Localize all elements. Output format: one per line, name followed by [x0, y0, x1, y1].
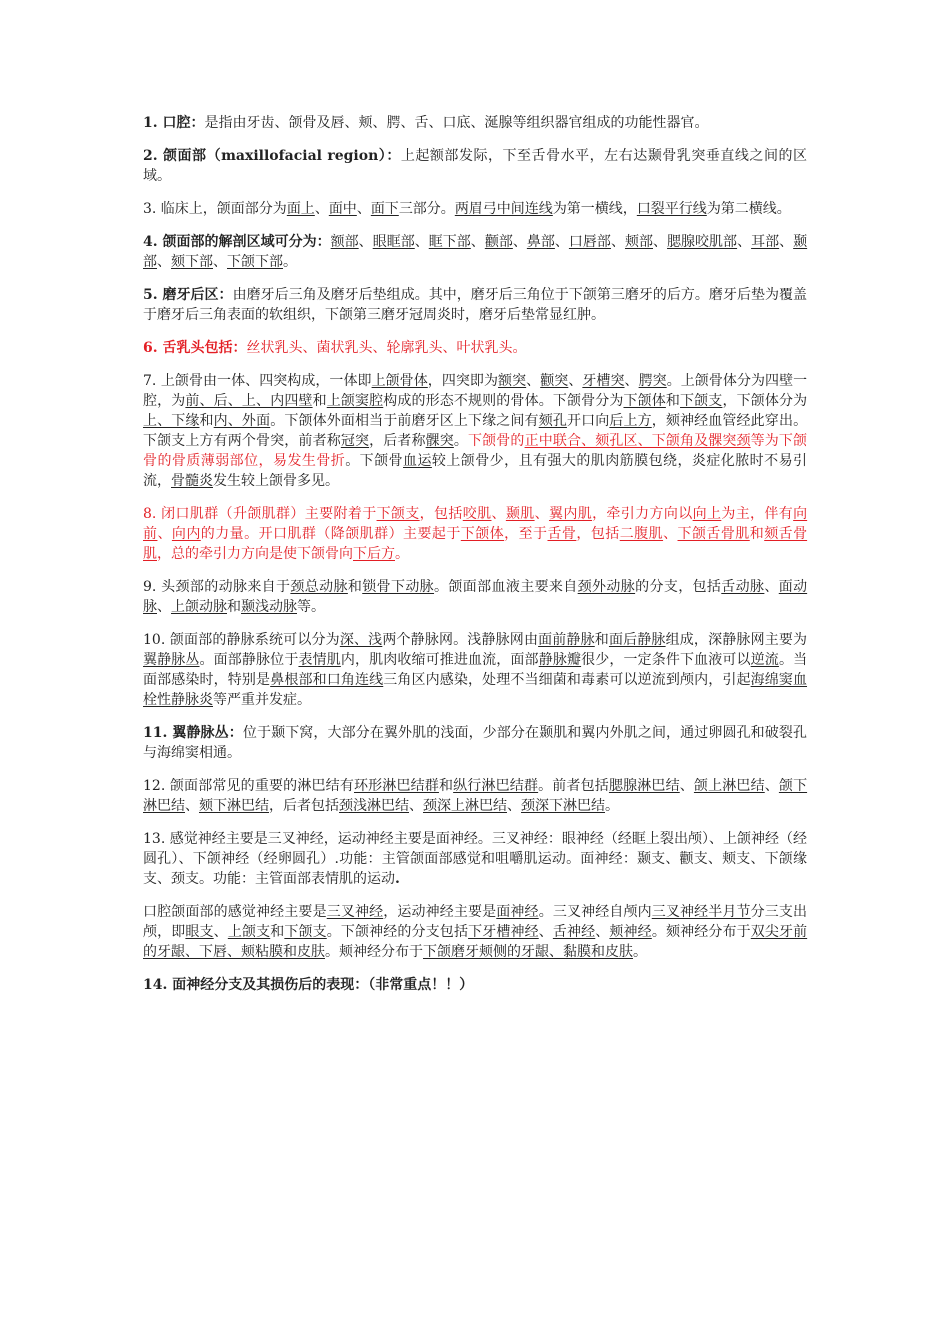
text-run: 、	[356, 201, 371, 217]
text-run: 、	[512, 234, 527, 250]
text-run: 和	[347, 579, 363, 595]
text-run: 是指由牙齿、颌骨及唇、颊、腭、舌、口底、涎腺等组织器官组成的功能性器官。	[204, 115, 709, 131]
text-run: 、	[157, 599, 171, 615]
text-run: 舌骨	[547, 526, 577, 542]
text-run: 舌动脉	[721, 579, 765, 595]
text-run: 、	[764, 778, 779, 794]
text-run: 、	[358, 234, 373, 250]
text-run: 和	[594, 632, 609, 648]
text-run: 。下颌神经的分支包括	[326, 924, 469, 940]
text-run: 。颊神经分布于	[325, 944, 423, 960]
text-run: 。下颌骨	[345, 453, 404, 469]
text-run: 腮腺淋巴结	[608, 778, 680, 794]
text-run: .	[395, 871, 400, 887]
text-run: 颈总动脉	[290, 579, 348, 595]
text-run: 锁骨下动脉	[362, 579, 435, 595]
text-run: 正中联合、颏孔区、下颌角及髁突颈	[524, 433, 751, 449]
text-run: 的力量。开口肌群（降颌肌群）主要起于	[200, 526, 461, 542]
text-run: 翼静脉丛	[143, 652, 200, 668]
text-run: 。三叉神经自颅内	[538, 904, 652, 920]
text-run: 三叉神经半月节	[651, 904, 751, 920]
text-run: 为主，伴有	[721, 506, 794, 522]
text-run: 表情肌	[298, 652, 341, 668]
text-run: 上颌骨体	[371, 373, 428, 389]
text-run: 上颌窦腔	[326, 393, 384, 409]
text-run: 颏孔	[538, 413, 567, 429]
paragraph-5	[143, 285, 807, 325]
text-run: 和	[312, 393, 327, 409]
text-run: 3. 临床上，颌面部分为	[143, 201, 287, 217]
text-run: 下颌体	[460, 526, 505, 542]
text-run: 颈外动脉	[577, 579, 636, 595]
text-run: 位于颞下窝，大部分在翼外肌的浅面，少部分在颞肌和翼内外肌之间，通过卵圆孔和破裂孔与海绵窦相通。	[143, 725, 808, 761]
text-run: 、	[595, 924, 610, 940]
text-run: 面下	[370, 201, 399, 217]
text-run: 、	[538, 924, 553, 940]
text-run: 。面部静脉位于	[199, 652, 299, 668]
text-run: 组成，深静脉网主要为	[665, 632, 808, 648]
text-run: 等严重并发症。	[213, 692, 311, 708]
text-run: 三角区内感染，处理不当细菌和毒素可以逆流到颅内，引起	[383, 672, 751, 688]
text-run: ，颏神经血管经此穿出。下颌支上方有两个骨突，前者称	[143, 413, 808, 449]
text-run: 颏下淋巴结	[199, 798, 269, 814]
text-run: 颌上淋巴结	[693, 778, 765, 794]
text-run: 下颌下部	[227, 254, 283, 270]
text-run: 下颌骨的	[468, 433, 525, 449]
text-run: 鼻部	[526, 234, 555, 250]
text-run: 三叉神经	[326, 904, 384, 920]
document-page	[143, 113, 807, 1008]
text-run: 5. 磨牙后区：	[143, 287, 233, 303]
text-run: 等为下颌骨的骨质薄弱部位，易发生骨折	[143, 433, 808, 469]
text-run: 两个静脉网。浅静脉网由	[382, 632, 539, 648]
text-run: 三部分。	[398, 201, 455, 217]
text-run: 发生较上颌骨多见。	[213, 473, 339, 489]
text-run: 下后方	[353, 546, 395, 562]
text-run: 上起额部发际，下至舌骨水平，左右达颞骨乳突垂直线之间的区域。	[143, 148, 807, 184]
text-run: 上颌动脉	[171, 599, 227, 615]
text-run: 眼眶部	[372, 234, 415, 250]
text-run: 构成的形态不规则的骨体。下颌骨分为	[383, 393, 624, 409]
text-run: 较上颌骨少，且有强大的肌肉筋膜包绕，炎症化脓时不易引流，	[143, 453, 808, 489]
text-run: 、	[764, 579, 779, 595]
text-run: 10. 颌面部的静脉系统可以分为	[143, 632, 340, 648]
text-run: 颈浅淋巴结	[339, 798, 409, 814]
text-run: 14. 面神经分支及其损伤后的表现：（非常重点！！）	[143, 977, 474, 993]
text-run: 、	[470, 234, 485, 250]
text-run: ，运动神经主要是	[383, 904, 497, 920]
text-run: 海绵窦血栓性静脉炎	[143, 672, 808, 708]
text-run: 和	[665, 393, 681, 409]
text-run: 7. 上颌骨由一体、四突构成，一体即	[143, 373, 372, 389]
paragraph-15	[143, 975, 807, 995]
text-run: ，牵引力方向以	[592, 506, 693, 522]
paragraph-1	[143, 113, 807, 133]
text-run: 眼支	[185, 924, 214, 940]
text-run: 颧突	[540, 373, 569, 389]
text-run: 丝状乳头、菌状乳头、轮廓乳头、叶状乳头。	[246, 340, 527, 356]
text-run: 4. 颌面部的解剖区域可分为：	[143, 234, 331, 250]
text-run: 和	[749, 526, 765, 542]
text-run: 向内	[171, 526, 201, 542]
text-run: 舌神经	[552, 924, 596, 940]
text-run: 耳部	[751, 234, 780, 250]
text-run: 二腹肌	[619, 526, 664, 542]
text-run: ，至于	[504, 526, 548, 542]
text-run: ，后者称	[369, 433, 426, 449]
paragraph-9	[143, 577, 807, 617]
text-run: 颌下淋巴结	[143, 778, 808, 814]
text-run: 由磨牙后三角及磨牙后垫组成。其中，磨牙后三角位于下颌第三磨牙的后方。磨牙后垫为覆盖于磨牙后三角表面的软组织，下颌第三磨牙冠周炎时，磨牙后垫常显红肿。	[143, 287, 807, 323]
text-run: 下牙槽神经	[468, 924, 539, 940]
text-run: 双尖牙前的牙龈、下唇、颊粘膜和皮肤	[143, 924, 808, 960]
text-run: ，总的牵引力方向是使下颌骨向	[157, 546, 353, 562]
text-run: 。前者包括	[538, 778, 609, 794]
text-run: 深、浅	[339, 632, 383, 648]
text-run: 下颌支	[284, 924, 327, 940]
text-run: 、	[610, 234, 625, 250]
text-run: 等。	[297, 599, 325, 615]
paragraph-4	[143, 232, 807, 272]
text-run: 、	[157, 526, 172, 542]
text-run: 冠突	[340, 433, 370, 449]
paragraph-14	[143, 902, 807, 962]
text-run: 面上	[286, 201, 315, 217]
text-run: 静脉瓣	[538, 652, 582, 668]
paragraph-10	[143, 630, 807, 710]
text-run: 、	[314, 201, 329, 217]
paragraph-6	[143, 338, 807, 358]
text-run: 血运	[403, 453, 432, 469]
text-run: 、	[663, 526, 678, 542]
text-run: 面动脉	[143, 579, 808, 615]
text-run: 8. 闭口肌群（升颌肌群）主要附着于	[143, 506, 377, 522]
text-run: 2. 颌面部（maxillofacial region）：	[143, 148, 401, 164]
text-run: 面中	[328, 201, 357, 217]
text-run: 很少，一定条件下血液可以	[581, 652, 751, 668]
text-run: 。	[605, 798, 619, 814]
text-run: ，包括	[576, 526, 620, 542]
text-run: 上颌支	[227, 924, 271, 940]
text-run: 、	[409, 798, 423, 814]
text-run: ，四突即为	[427, 373, 499, 389]
text-run: 翼内肌	[548, 506, 593, 522]
text-run: 1. 口腔：	[143, 115, 205, 131]
text-run: 、	[554, 234, 569, 250]
text-run: 两眉弓中间连线	[454, 201, 553, 217]
text-run: 上、下缘	[143, 413, 200, 429]
text-run: 口唇部	[568, 234, 611, 250]
text-run: 。上颌骨体分为四壁一腔，为	[143, 373, 808, 409]
text-run: 颏舌骨肌	[143, 526, 808, 562]
text-run: 额部	[330, 234, 359, 250]
text-run: 、	[507, 798, 521, 814]
text-run: 纵行淋巴结群	[453, 778, 539, 794]
text-run: 内，肌肉收缩可推进血流，面部	[340, 652, 539, 668]
text-run: 的分支，包括	[635, 579, 722, 595]
text-run: 颈深上淋巴结	[423, 798, 507, 814]
text-run: 下颌舌骨肌	[677, 526, 750, 542]
text-run: 颏下部	[171, 254, 213, 270]
paragraph-7	[143, 371, 807, 491]
text-run: 开口向	[566, 413, 610, 429]
text-run: 。颏神经分布于	[651, 924, 751, 940]
text-run: 下颌磨牙颊侧的牙龈、黏膜和皮肤	[423, 944, 633, 960]
text-run: ，后者包括	[269, 798, 339, 814]
text-run: 眶下部	[428, 234, 471, 250]
text-run: 口腔颌面部的感觉神经主要是	[143, 904, 327, 920]
text-run: 分三支出颅，即	[143, 904, 808, 940]
text-run: 、	[679, 778, 694, 794]
paragraph-13	[143, 829, 807, 889]
text-run: 向上	[692, 506, 722, 522]
text-run: 环形淋巴结群	[353, 778, 439, 794]
text-run: 9. 头颈部的动脉来自于	[143, 579, 291, 595]
text-run: ，下颌体分为	[722, 393, 808, 409]
text-run: 内、外面	[213, 413, 271, 429]
text-run: 和	[438, 778, 454, 794]
text-run: 下颌体	[623, 393, 666, 409]
text-run: 、	[534, 506, 549, 522]
text-run: 颈深下淋巴结	[521, 798, 605, 814]
text-run: 前、后、上、内四壁	[185, 393, 313, 409]
text-run: 面后静脉	[608, 632, 666, 648]
text-run: 、	[779, 234, 794, 250]
text-run: 为第一横线，	[552, 201, 637, 217]
paragraph-11	[143, 723, 807, 763]
text-run: 、	[157, 254, 171, 270]
text-run: 、	[737, 234, 752, 250]
text-run: 逆流	[750, 652, 779, 668]
text-run: 颞部	[143, 234, 808, 270]
text-run: 腭突	[638, 373, 667, 389]
text-run: 颞肌	[505, 506, 535, 522]
text-run: 、	[414, 234, 429, 250]
text-run: ，包括	[419, 506, 463, 522]
text-run: 。	[633, 944, 647, 960]
text-run: 11. 翼静脉丛：	[143, 725, 243, 741]
text-run: 后上方	[609, 413, 652, 429]
text-run: 口裂平行线	[636, 201, 707, 217]
text-run: 颊神经	[609, 924, 652, 940]
text-run: 下颌支	[376, 506, 420, 522]
text-run: 、	[568, 373, 583, 389]
text-run: 和	[227, 599, 241, 615]
text-run: 和	[199, 413, 214, 429]
text-run: 向前	[143, 506, 808, 542]
text-run: 咬肌	[462, 506, 492, 522]
text-run: 。颌面部血液主要来自	[434, 579, 578, 595]
text-run: 。下颌体外面相当于前磨牙区上下缘之间有	[270, 413, 539, 429]
text-run: 。	[283, 254, 297, 270]
text-run: 颊部	[624, 234, 653, 250]
text-run: 、	[213, 254, 227, 270]
text-run: 额突	[498, 373, 527, 389]
paragraph-12	[143, 776, 807, 816]
text-run: 面前静脉	[538, 632, 595, 648]
text-run: 牙槽突	[582, 373, 625, 389]
text-run: 下颌支	[680, 393, 723, 409]
text-run: 6. 舌乳头包括：	[143, 340, 247, 356]
paragraph-3	[143, 199, 807, 219]
text-run: 鼻根部和口角连线	[270, 672, 384, 688]
paragraph-8	[143, 504, 807, 564]
text-run: 、	[624, 373, 639, 389]
text-run: 、	[526, 373, 541, 389]
paragraph-2	[143, 146, 807, 186]
text-run: 腮腺咬肌部	[667, 234, 738, 250]
text-run: 、	[653, 234, 668, 250]
text-run: 、	[185, 798, 199, 814]
text-run: 髁突	[425, 433, 454, 449]
text-run: 13. 感觉神经主要是三叉神经，运动神经主要是面神经。三叉神经：眼神经（经眶上裂出颅）、上颌神经（经圆孔）、下颌神经（经卵圆孔）.功能：主管颌面部感觉和咀嚼肌运动。面神经：颞支、颧支、颊支、下颌缘支、颈支。功能：主管面部表情肌的运动	[143, 831, 807, 887]
text-run: 。当面部感染时，特别是	[143, 652, 808, 688]
text-run: 颞浅动脉	[241, 599, 297, 615]
text-run: 。	[395, 546, 409, 562]
text-run: 。	[453, 433, 469, 449]
text-run: 和	[270, 924, 285, 940]
text-run: 、	[213, 924, 228, 940]
text-run: 12. 颌面部常见的重要的淋巴结有	[143, 778, 354, 794]
text-run: 骨髓炎	[171, 473, 213, 489]
text-run: 为第二横线。	[706, 201, 791, 217]
text-run: 面神经	[496, 904, 539, 920]
text-run: 、	[491, 506, 506, 522]
text-run: 颧部	[484, 234, 513, 250]
